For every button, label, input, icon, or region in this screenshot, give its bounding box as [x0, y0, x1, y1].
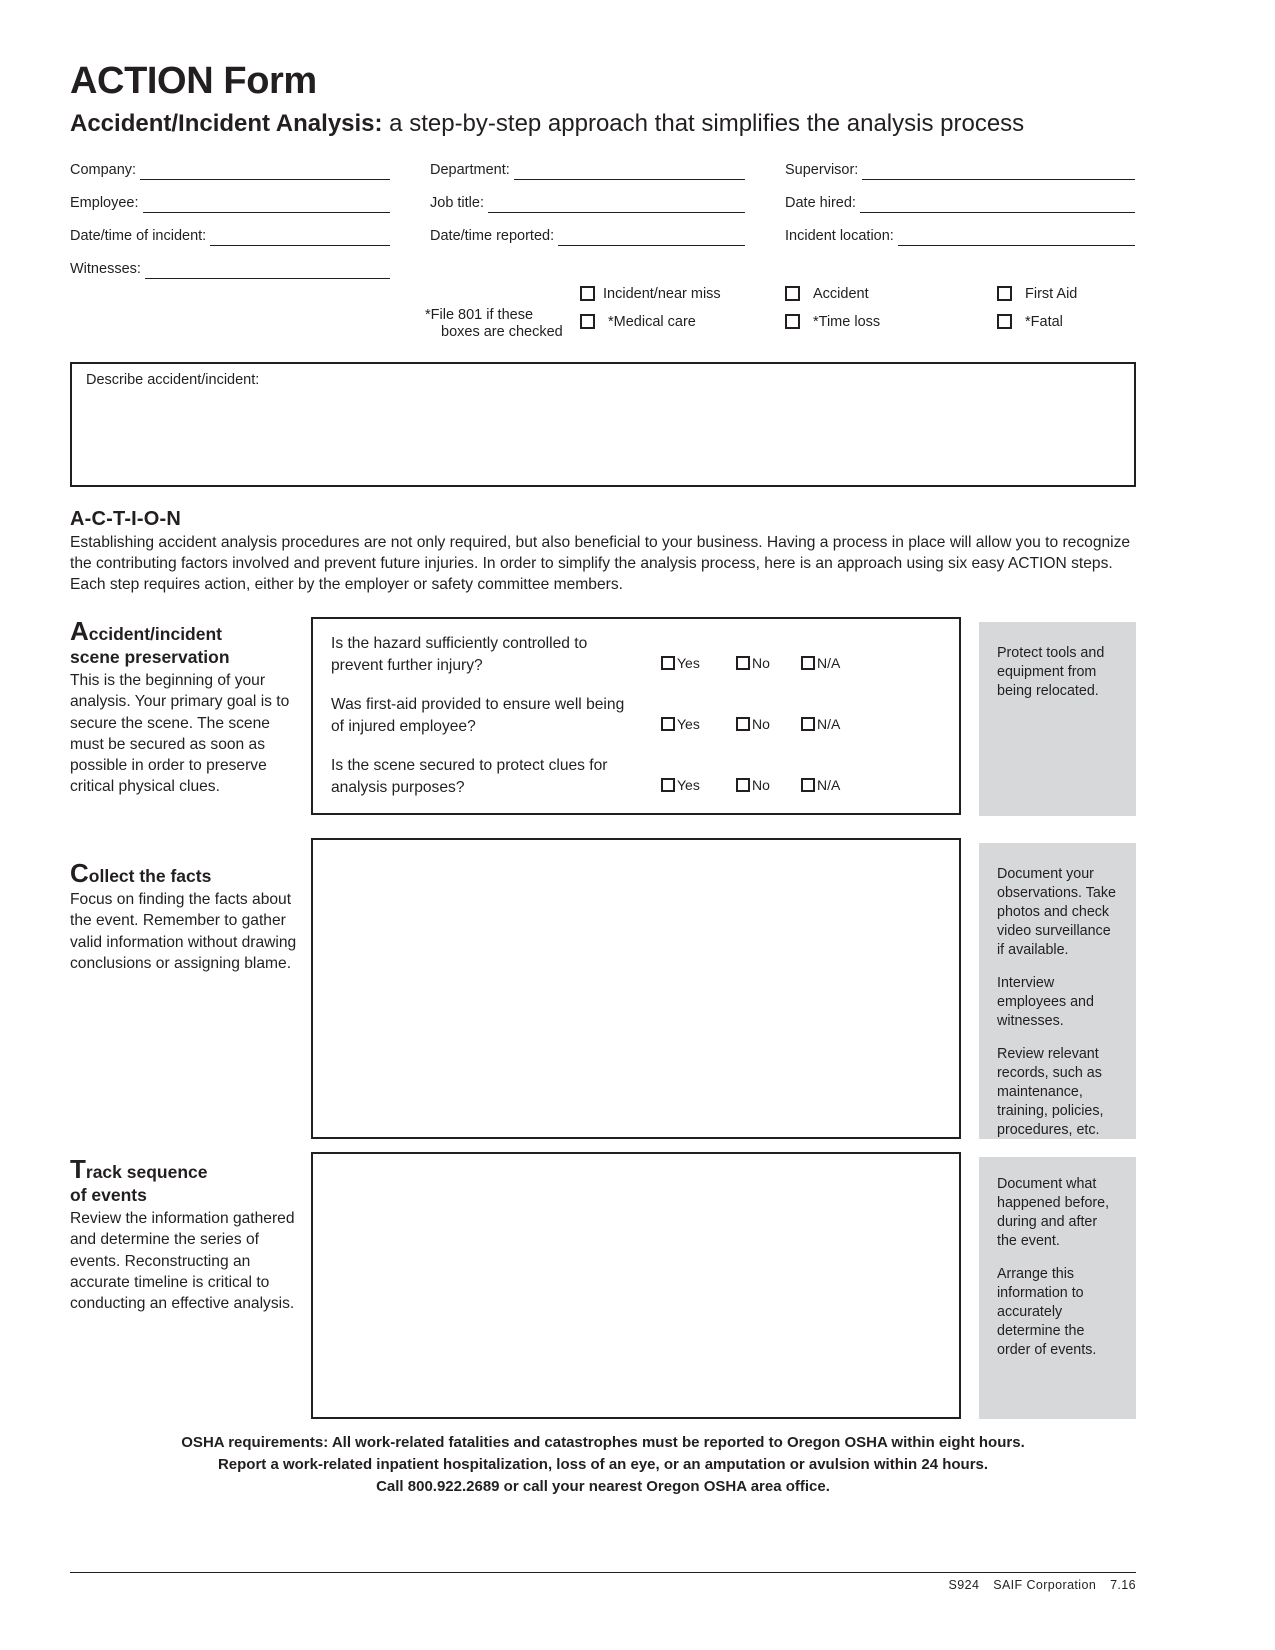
checkbox-label: Accident — [813, 285, 869, 302]
step-a-question-panel — [311, 617, 961, 815]
checkbox-box[interactable] — [801, 778, 815, 792]
step-a-tips-panel — [979, 622, 1136, 816]
answer-label: N/A — [817, 777, 841, 793]
field-witnesses[interactable] — [70, 262, 390, 279]
department-input[interactable] — [514, 166, 745, 180]
checkbox-label: *Medical care — [608, 313, 696, 330]
answer-label: No — [752, 655, 770, 671]
answer-label: N/A — [817, 716, 841, 732]
answer-na[interactable] — [801, 777, 840, 793]
checkbox-box[interactable] — [997, 286, 1012, 301]
step-c-heading-rest: ollect the facts — [88, 866, 212, 886]
checkbox-time-loss[interactable] — [785, 308, 880, 335]
answer-label: N/A — [817, 655, 841, 671]
osha-requirements-note — [70, 1432, 1136, 1498]
osha-line-2: Report a work-related inpatient hospitalization, loss of an eye, or an amputation or avulsion within 24 hours. — [217, 1456, 989, 1473]
step-t-answer-box[interactable] — [311, 1152, 961, 1419]
answer-label: Yes — [677, 655, 700, 671]
answer-no[interactable] — [736, 777, 770, 793]
answer-label: Yes — [677, 716, 700, 732]
field-label: Department: — [430, 162, 510, 178]
checkbox-accident[interactable] — [785, 280, 880, 307]
company-name: SAIF Corporation — [993, 1578, 1097, 1592]
step-a-heading-line2: scene preservation — [70, 647, 230, 667]
checkbox-label: *Fatal — [1025, 313, 1063, 330]
field-supervisor[interactable] — [785, 163, 1135, 180]
checkbox-label: Incident/near miss — [603, 285, 721, 302]
answer-na[interactable] — [801, 716, 840, 732]
field-label: Job title: — [430, 195, 484, 211]
checkbox-box[interactable] — [736, 717, 750, 731]
doc-code: S924 — [948, 1578, 980, 1592]
step-a-heading — [70, 616, 300, 669]
step-a-dropcap: A — [70, 616, 89, 646]
field-datetime-reported[interactable] — [430, 229, 745, 246]
doc-version: 7.16 — [1110, 1578, 1136, 1592]
subtitle-text: a step-by-step approach that simplifies the analysis process — [382, 110, 1025, 137]
step-a-description — [70, 616, 300, 798]
question-text: Is the hazard sufficiently controlled to prevent further injury? — [331, 635, 588, 674]
checkbox-box[interactable] — [785, 314, 800, 329]
field-label: Supervisor: — [785, 162, 859, 178]
footer-divider — [70, 1572, 1136, 1573]
witnesses-input[interactable] — [145, 265, 390, 279]
step-t-heading-line2: of events — [70, 1185, 147, 1205]
checkbox-box[interactable] — [736, 656, 750, 670]
answer-na[interactable] — [801, 655, 840, 671]
step-t-dropcap: T — [70, 1154, 86, 1184]
field-row-3 — [70, 229, 1135, 262]
field-date-hired[interactable] — [785, 196, 1135, 213]
field-label: Employee: — [70, 195, 139, 211]
tip-text: Document your observations. Take photos and check video surveillance if available. — [997, 866, 1116, 958]
field-row-2 — [70, 196, 1135, 229]
file-801-note-line2: boxes are checked — [441, 324, 563, 340]
action-acronym-heading: A-C-T-I-O-N — [70, 508, 182, 530]
question-text: Was first-aid provided to ensure well being of injured employee? — [331, 696, 625, 735]
field-label: Date/time reported: — [430, 228, 555, 244]
checkbox-box[interactable] — [785, 286, 800, 301]
classification-column-3 — [997, 280, 1077, 335]
checkbox-box[interactable] — [736, 778, 750, 792]
datetime-reported-input[interactable] — [558, 232, 745, 246]
step-c-heading — [70, 858, 300, 888]
field-label: Date/time of incident: — [70, 228, 207, 244]
field-employee[interactable] — [70, 196, 390, 213]
classification-column-2 — [785, 280, 880, 335]
incident-location-input[interactable] — [898, 232, 1135, 246]
tip-text: Arrange this information to accurately determine the order of events. — [997, 1266, 1097, 1358]
file-801-note-line1: *File 801 if these — [425, 307, 534, 323]
checkbox-first-aid[interactable] — [997, 280, 1077, 307]
checkbox-box[interactable] — [661, 656, 675, 670]
step-c-description — [70, 858, 300, 974]
file-801-note — [425, 307, 575, 341]
step-t-description — [70, 1154, 300, 1314]
question-row — [331, 694, 951, 755]
osha-line-1: OSHA requirements: All work-related fatalities and catastrophes must be reported to Oregon OSHA within eight hours. — [181, 1434, 1025, 1451]
answer-yes[interactable] — [661, 777, 700, 793]
checkbox-label: *Time loss — [813, 313, 881, 330]
answer-no[interactable] — [736, 716, 770, 732]
question-row — [331, 755, 951, 816]
question-text: Is the scene secured to protect clues for analysis purposes? — [331, 757, 608, 796]
checkbox-box[interactable] — [580, 286, 595, 301]
answer-yes[interactable] — [661, 716, 700, 732]
field-label: Witnesses: — [70, 261, 141, 277]
field-company[interactable] — [70, 163, 390, 180]
checkbox-box[interactable] — [801, 656, 815, 670]
tip-text: Review relevant records, such as maintenance, training, policies, procedures, etc. — [997, 1046, 1104, 1138]
step-c-body: Focus on finding the facts about the event. Remember to gather valid information without drawing conclusions or assigning blame. — [70, 891, 297, 972]
checkbox-fatal[interactable] — [997, 308, 1077, 335]
checkbox-label: First Aid — [1025, 285, 1078, 302]
checkbox-box[interactable] — [997, 314, 1012, 329]
field-department[interactable] — [430, 163, 745, 180]
action-intro-paragraph: Establishing accident analysis procedures are not only required, but also beneficial to your business. Having a process in place will allow you to recognize the contributing factors involved and prevent future injuries. In order to simplify the analysis process, here is an approach using six easy ACTION steps. Each step requires action, either by the employer or safety committee members. — [70, 534, 1131, 593]
answer-label: No — [752, 777, 770, 793]
osha-line-3: Call 800.922.2689 or call your nearest Oregon OSHA area office. — [376, 1478, 830, 1495]
checkbox-medical-care[interactable] — [580, 308, 721, 335]
step-a-question-list — [331, 633, 951, 816]
step-t-heading-rest: rack sequence — [85, 1162, 208, 1182]
subtitle-emphasis: Accident/Incident Analysis: — [70, 110, 383, 137]
page-subtitle — [70, 111, 1024, 137]
field-row-1 — [70, 163, 1135, 196]
step-a-body: This is the beginning of your analysis. Your primary goal is to secure the scene. The scene must be secured as soon as possible in order to preserve critical physical clues. — [70, 672, 290, 796]
field-datetime-incident[interactable] — [70, 229, 390, 246]
identification-fields — [70, 163, 1135, 295]
answer-no[interactable] — [736, 655, 770, 671]
question-row — [331, 633, 951, 694]
describe-incident-label: Describe accident/incident: — [86, 372, 260, 388]
step-t-body: Review the information gathered and determine the series of events. Reconstructing an accurate timeline is critical to conducting an effective analysis. — [70, 1210, 295, 1313]
datetime-incident-input[interactable] — [210, 232, 390, 246]
field-job-title[interactable] — [430, 196, 745, 213]
checkbox-box[interactable] — [580, 314, 595, 329]
company-input[interactable] — [140, 166, 390, 180]
tip-text: Protect tools and equipment from being relocated. — [997, 645, 1105, 699]
checkbox-box[interactable] — [661, 717, 675, 731]
field-label: Company: — [70, 162, 137, 178]
field-label: Incident location: — [785, 228, 894, 244]
answer-label: Yes — [677, 777, 700, 793]
document-credit — [70, 1578, 1136, 1592]
step-c-dropcap: C — [70, 858, 89, 888]
step-t-tips-panel — [979, 1157, 1136, 1419]
employee-input[interactable] — [143, 199, 390, 213]
describe-incident-box[interactable] — [70, 362, 1136, 487]
field-label: Date hired: — [785, 195, 856, 211]
checkbox-incident-near-miss[interactable] — [580, 280, 721, 307]
checkbox-box[interactable] — [661, 778, 675, 792]
answer-yes[interactable] — [661, 655, 700, 671]
page-title: ACTION Form — [70, 60, 317, 102]
tip-text: Document what happened before, during and after the event. — [997, 1176, 1110, 1249]
step-c-answer-box[interactable] — [311, 838, 961, 1139]
date-hired-input[interactable] — [860, 199, 1135, 213]
incident-classification — [425, 280, 1135, 340]
tip-text: Interview employees and witnesses. — [997, 975, 1094, 1029]
step-c-tips-panel — [979, 843, 1136, 1139]
job-title-input[interactable] — [488, 199, 745, 213]
field-incident-location[interactable] — [785, 229, 1135, 246]
step-t-heading — [70, 1154, 300, 1207]
checkbox-box[interactable] — [801, 717, 815, 731]
step-a-heading-rest: ccident/incident — [88, 624, 222, 644]
classification-column-1 — [580, 280, 721, 335]
supervisor-input[interactable] — [862, 166, 1135, 180]
answer-label: No — [752, 716, 770, 732]
